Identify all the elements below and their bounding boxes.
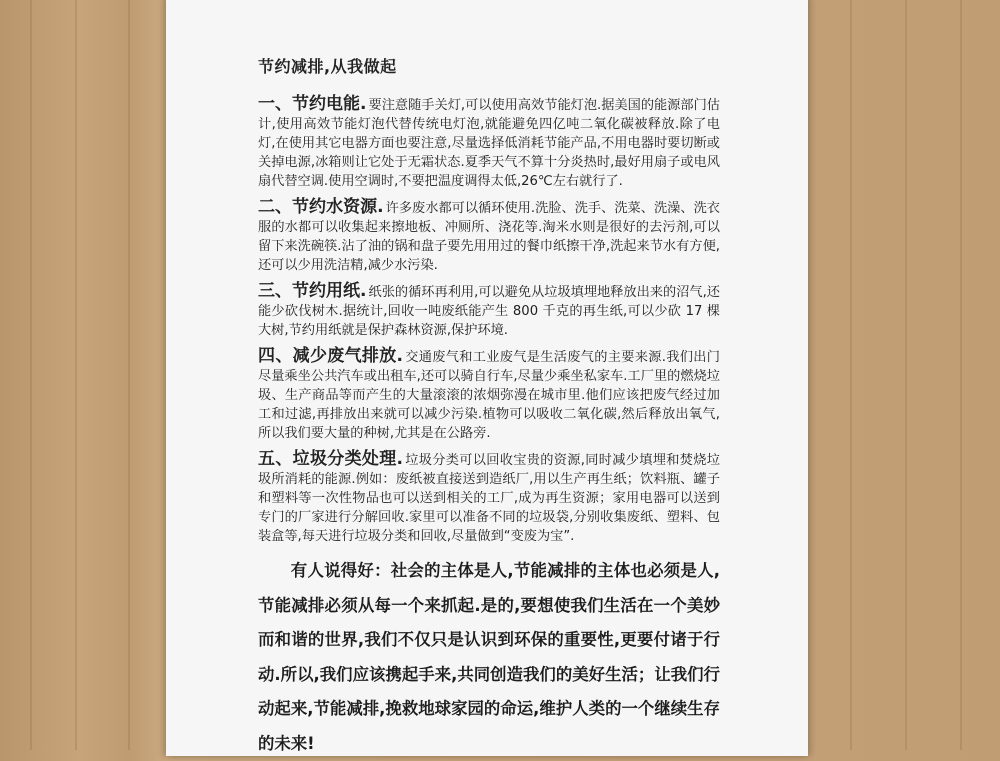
wood-grain [128, 0, 130, 750]
section-water [258, 198, 720, 275]
wood-grain [960, 0, 962, 750]
paper-sheet [166, 0, 808, 756]
closing-paragraph: 有人说得好：社会的主体是人,节能减排的主体也必须是人,节能减排必须从每一个来抓起.是的,要想使我们生活在一个美妙而和谐的世界,我们不仅只是认识到环保的重要性,更要付诸于行动.所以,我们应该携起手来,共同创造我们的美好生活；让我们行动起来,节能减排,挽救地球家园的命运,维护人类的一个继续生存的未来! [258, 561, 720, 753]
wood-grain [30, 0, 32, 750]
section-emissions [258, 347, 720, 443]
section-body: 许多废水都可以循环使用.洗脸、洗手、洗菜、洗澡、洗衣服的水都可以收集起来擦地板、冲厕所、浇花等.淘米水则是很好的去污剂,可以留下来洗碗筷.沾了油的锅和盘子要先用用过的餐巾纸擦干净,洗起来节水有方便,还可以少用洗洁精,减少水污染. [258, 201, 720, 273]
section-electricity [258, 95, 720, 191]
section-body: 垃圾分类可以回收宝贵的资源,同时减少填埋和焚烧垃圾所消耗的能源.例如：废纸被直接送到造纸厂,用以生产再生纸；饮料瓶、罐子和塑料等一次性物品也可以送到相关的工厂,成为再生资源；家用电器可以送到专门的厂家进行分解回收.家里可以准备不同的垃圾袋,分别收集废纸、塑料、包装盒等,每天进行垃圾分类和回收,尽量做到“变废为宝”. [258, 453, 720, 544]
section-heading: 二、节约水资源. [258, 197, 384, 217]
section-heading: 五、垃圾分类处理. [258, 449, 403, 469]
wood-grain [850, 0, 852, 750]
document-title: 节约减排,从我做起 [258, 57, 397, 76]
section-body: 要注意随手关灯,可以使用高效节能灯泡.据美国的能源部门估计,使用高效节能灯泡代替传统电灯泡,就能避免四亿吨二氧化碳被释放.除了电灯,在使用其它电器方面也要注意,尽量选择低消耗节能产品,不用电器时要切断或关掉电源,冰箱则让它处于无霜状态.夏季天气不算十分炎热时,最好用扇子或电风扇代替空调.使用空调时,不要把温度调得太低,26℃左右就行了. [258, 98, 720, 189]
wood-grain [905, 0, 907, 750]
document-content [258, 54, 720, 761]
section-body: 纸张的循环再利用,可以避免从垃圾填埋地释放出来的沼气,还能少砍伐树木.据统计,回收一吨废纸能产生 800 千克的再生纸,可以少砍 17 棵大树,节约用纸就是保护森林资源,保护环境. [258, 285, 720, 338]
section-heading: 一、节约电能. [258, 94, 367, 114]
section-paper [258, 282, 720, 340]
section-heading: 三、节约用纸. [258, 281, 367, 301]
wood-grain [75, 0, 77, 750]
section-waste-sorting [258, 450, 720, 546]
section-heading: 四、减少废气排放. [258, 346, 403, 366]
section-body: 交通废气和工业废气是生活废气的主要来源.我们出门尽量乘坐公共汽车或出租车,还可以骑自行车,尽量少乘坐私家车.工厂里的燃烧垃圾、生产商品等而产生的大量滚滚的浓烟弥漫在城市里.他们应该把废气经过加工和过滤,再排放出来就可以减少污染.植物可以吸收二氧化碳,然后释放出氧气,所以我们要大量的种树,尤其是在公路旁. [258, 350, 720, 441]
